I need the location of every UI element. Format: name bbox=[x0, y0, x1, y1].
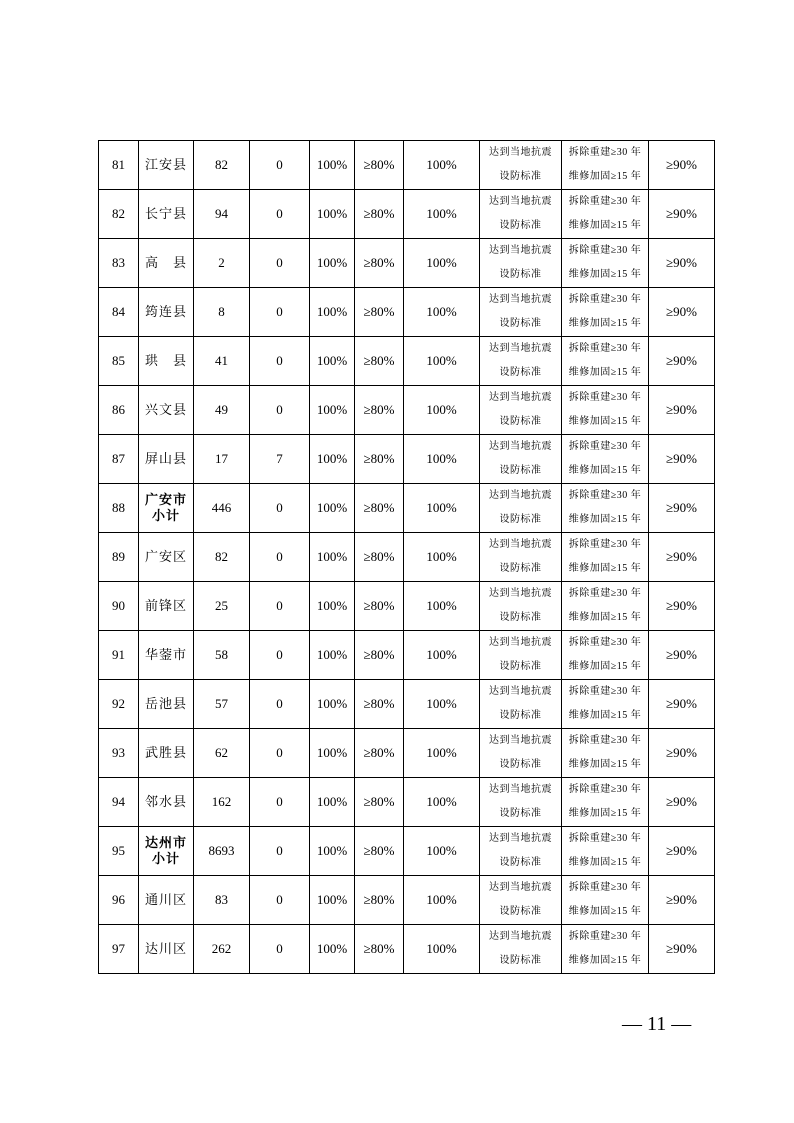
row-number-cell: 94 bbox=[99, 778, 139, 827]
percent-cell: 100% bbox=[310, 288, 355, 337]
table-row bbox=[99, 680, 715, 729]
service-life-cell bbox=[562, 729, 649, 778]
seismic-standard-cell bbox=[480, 239, 562, 288]
second-count-cell: 7 bbox=[250, 435, 310, 484]
count-cell: 162 bbox=[194, 778, 250, 827]
table-row bbox=[99, 484, 715, 533]
table-row bbox=[99, 337, 715, 386]
table-row bbox=[99, 631, 715, 680]
threshold-cell: ≥80% bbox=[355, 582, 404, 631]
rate-cell: 100% bbox=[404, 925, 480, 974]
service-life-line-2: 维修加固≥15 年 bbox=[568, 220, 642, 231]
percent-cell: 100% bbox=[310, 533, 355, 582]
seismic-standard-line-1: 达到当地抗震 bbox=[489, 490, 552, 501]
seismic-standard-line-1: 达到当地抗震 bbox=[489, 441, 552, 452]
service-life-line-1: 拆除重建≥30 年 bbox=[568, 931, 642, 942]
service-life-line-2: 维修加固≥15 年 bbox=[568, 269, 642, 280]
seismic-standard-line-2: 设防标准 bbox=[499, 269, 542, 280]
seismic-standard-cell bbox=[480, 288, 562, 337]
percent-cell: 100% bbox=[310, 582, 355, 631]
service-life-line-2: 维修加固≥15 年 bbox=[568, 710, 642, 721]
count-cell: 17 bbox=[194, 435, 250, 484]
percent-cell: 100% bbox=[310, 239, 355, 288]
threshold-cell: ≥80% bbox=[355, 386, 404, 435]
service-life-cell bbox=[562, 827, 649, 876]
second-count-cell: 0 bbox=[250, 484, 310, 533]
service-life-line-1: 拆除重建≥30 年 bbox=[568, 735, 642, 746]
rate-cell: 100% bbox=[404, 680, 480, 729]
row-number-cell: 89 bbox=[99, 533, 139, 582]
table-row bbox=[99, 778, 715, 827]
percent-cell: 100% bbox=[310, 778, 355, 827]
region-name-cell: 华蓥市 bbox=[139, 631, 194, 680]
seismic-standard-cell bbox=[480, 533, 562, 582]
row-number-cell: 97 bbox=[99, 925, 139, 974]
service-life-cell bbox=[562, 631, 649, 680]
threshold-cell: ≥80% bbox=[355, 680, 404, 729]
table-row bbox=[99, 729, 715, 778]
seismic-standard-cell bbox=[480, 631, 562, 680]
target-rate-cell: ≥90% bbox=[649, 337, 715, 386]
service-life-cell bbox=[562, 582, 649, 631]
percent-cell: 100% bbox=[310, 435, 355, 484]
rate-cell: 100% bbox=[404, 533, 480, 582]
region-name-cell: 屏山县 bbox=[139, 435, 194, 484]
percent-cell: 100% bbox=[310, 190, 355, 239]
threshold-cell: ≥80% bbox=[355, 729, 404, 778]
service-life-line-1: 拆除重建≥30 年 bbox=[568, 245, 642, 256]
service-life-line-1: 拆除重建≥30 年 bbox=[568, 833, 642, 844]
region-name-cell: 通川区 bbox=[139, 876, 194, 925]
threshold-cell: ≥80% bbox=[355, 827, 404, 876]
count-cell: 2 bbox=[194, 239, 250, 288]
percent-cell: 100% bbox=[310, 729, 355, 778]
percent-cell: 100% bbox=[310, 631, 355, 680]
rate-cell: 100% bbox=[404, 778, 480, 827]
service-life-line-1: 拆除重建≥30 年 bbox=[568, 343, 642, 354]
service-life-cell bbox=[562, 435, 649, 484]
seismic-standard-cell bbox=[480, 729, 562, 778]
region-name-cell: 江安县 bbox=[139, 141, 194, 190]
target-rate-cell: ≥90% bbox=[649, 582, 715, 631]
second-count-cell: 0 bbox=[250, 239, 310, 288]
seismic-standard-cell bbox=[480, 876, 562, 925]
service-life-line-2: 维修加固≥15 年 bbox=[568, 318, 642, 329]
count-cell: 262 bbox=[194, 925, 250, 974]
service-life-line-2: 维修加固≥15 年 bbox=[568, 759, 642, 770]
service-life-line-1: 拆除重建≥30 年 bbox=[568, 490, 642, 501]
target-rate-cell: ≥90% bbox=[649, 484, 715, 533]
seismic-standard-line-1: 达到当地抗震 bbox=[489, 294, 552, 305]
service-life-cell bbox=[562, 925, 649, 974]
seismic-standard-cell bbox=[480, 190, 562, 239]
row-number-cell: 87 bbox=[99, 435, 139, 484]
target-rate-cell: ≥90% bbox=[649, 190, 715, 239]
row-number-cell: 93 bbox=[99, 729, 139, 778]
seismic-standard-line-2: 设防标准 bbox=[499, 220, 542, 231]
service-life-cell bbox=[562, 141, 649, 190]
seismic-standard-line-1: 达到当地抗震 bbox=[489, 833, 552, 844]
table-row bbox=[99, 386, 715, 435]
rate-cell: 100% bbox=[404, 582, 480, 631]
rate-cell: 100% bbox=[404, 435, 480, 484]
table-row bbox=[99, 435, 715, 484]
seismic-standard-line-2: 设防标准 bbox=[499, 906, 542, 917]
region-name-cell: 高 县 bbox=[139, 239, 194, 288]
seismic-standard-cell bbox=[480, 778, 562, 827]
seismic-standard-line-2: 设防标准 bbox=[499, 367, 542, 378]
region-name-cell: 前锋区 bbox=[139, 582, 194, 631]
seismic-standard-line-1: 达到当地抗震 bbox=[489, 245, 552, 256]
service-life-line-2: 维修加固≥15 年 bbox=[568, 563, 642, 574]
count-cell: 8693 bbox=[194, 827, 250, 876]
seismic-standard-line-1: 达到当地抗震 bbox=[489, 588, 552, 599]
row-number-cell: 91 bbox=[99, 631, 139, 680]
table-row bbox=[99, 190, 715, 239]
seismic-standard-cell bbox=[480, 827, 562, 876]
target-rate-cell: ≥90% bbox=[649, 141, 715, 190]
region-name-cell: 珙 县 bbox=[139, 337, 194, 386]
service-life-line-1: 拆除重建≥30 年 bbox=[568, 196, 642, 207]
table-row bbox=[99, 141, 715, 190]
seismic-standard-line-1: 达到当地抗震 bbox=[489, 882, 552, 893]
seismic-standard-line-2: 设防标准 bbox=[499, 318, 542, 329]
rate-cell: 100% bbox=[404, 876, 480, 925]
region-name-cell: 广安区 bbox=[139, 533, 194, 582]
rate-cell: 100% bbox=[404, 190, 480, 239]
service-life-line-1: 拆除重建≥30 年 bbox=[568, 588, 642, 599]
seismic-standard-line-1: 达到当地抗震 bbox=[489, 343, 552, 354]
count-cell: 41 bbox=[194, 337, 250, 386]
rate-cell: 100% bbox=[404, 239, 480, 288]
threshold-cell: ≥80% bbox=[355, 484, 404, 533]
rate-cell: 100% bbox=[404, 631, 480, 680]
data-table bbox=[98, 140, 715, 974]
percent-cell: 100% bbox=[310, 827, 355, 876]
threshold-cell: ≥80% bbox=[355, 533, 404, 582]
rate-cell: 100% bbox=[404, 386, 480, 435]
seismic-standard-line-2: 设防标准 bbox=[499, 465, 542, 476]
seismic-standard-line-2: 设防标准 bbox=[499, 514, 542, 525]
row-number-cell: 84 bbox=[99, 288, 139, 337]
service-life-line-1: 拆除重建≥30 年 bbox=[568, 882, 642, 893]
service-life-line-2: 维修加固≥15 年 bbox=[568, 367, 642, 378]
service-life-line-1: 拆除重建≥30 年 bbox=[568, 441, 642, 452]
service-life-line-1: 拆除重建≥30 年 bbox=[568, 686, 642, 697]
rate-cell: 100% bbox=[404, 729, 480, 778]
seismic-standard-cell bbox=[480, 582, 562, 631]
service-life-cell bbox=[562, 680, 649, 729]
target-rate-cell: ≥90% bbox=[649, 827, 715, 876]
count-cell: 8 bbox=[194, 288, 250, 337]
table-row bbox=[99, 582, 715, 631]
seismic-standard-cell bbox=[480, 680, 562, 729]
seismic-standard-line-1: 达到当地抗震 bbox=[489, 637, 552, 648]
second-count-cell: 0 bbox=[250, 680, 310, 729]
service-life-line-1: 拆除重建≥30 年 bbox=[568, 784, 642, 795]
threshold-cell: ≥80% bbox=[355, 435, 404, 484]
service-life-cell bbox=[562, 876, 649, 925]
count-cell: 94 bbox=[194, 190, 250, 239]
seismic-standard-line-1: 达到当地抗震 bbox=[489, 539, 552, 550]
seismic-standard-line-1: 达到当地抗震 bbox=[489, 686, 552, 697]
service-life-cell bbox=[562, 337, 649, 386]
percent-cell: 100% bbox=[310, 141, 355, 190]
seismic-standard-cell bbox=[480, 386, 562, 435]
seismic-standard-line-2: 设防标准 bbox=[499, 759, 542, 770]
service-life-cell bbox=[562, 484, 649, 533]
seismic-standard-line-2: 设防标准 bbox=[499, 857, 542, 868]
service-life-line-2: 维修加固≥15 年 bbox=[568, 955, 642, 966]
second-count-cell: 0 bbox=[250, 533, 310, 582]
percent-cell: 100% bbox=[310, 484, 355, 533]
table-row bbox=[99, 239, 715, 288]
row-number-cell: 96 bbox=[99, 876, 139, 925]
target-rate-cell: ≥90% bbox=[649, 435, 715, 484]
service-life-line-2: 维修加固≥15 年 bbox=[568, 416, 642, 427]
second-count-cell: 0 bbox=[250, 288, 310, 337]
rate-cell: 100% bbox=[404, 337, 480, 386]
row-number-cell: 86 bbox=[99, 386, 139, 435]
service-life-line-2: 维修加固≥15 年 bbox=[568, 171, 642, 182]
row-number-cell: 92 bbox=[99, 680, 139, 729]
rate-cell: 100% bbox=[404, 141, 480, 190]
service-life-cell bbox=[562, 778, 649, 827]
region-name-cell: 长宁县 bbox=[139, 190, 194, 239]
percent-cell: 100% bbox=[310, 876, 355, 925]
seismic-standard-line-1: 达到当地抗震 bbox=[489, 147, 552, 158]
seismic-standard-line-1: 达到当地抗震 bbox=[489, 784, 552, 795]
seismic-standard-line-2: 设防标准 bbox=[499, 563, 542, 574]
seismic-standard-line-1: 达到当地抗震 bbox=[489, 931, 552, 942]
second-count-cell: 0 bbox=[250, 190, 310, 239]
threshold-cell: ≥80% bbox=[355, 190, 404, 239]
count-cell: 25 bbox=[194, 582, 250, 631]
service-life-line-1: 拆除重建≥30 年 bbox=[568, 294, 642, 305]
seismic-standard-line-2: 设防标准 bbox=[499, 955, 542, 966]
second-count-cell: 0 bbox=[250, 827, 310, 876]
table-row bbox=[99, 827, 715, 876]
service-life-line-2: 维修加固≥15 年 bbox=[568, 857, 642, 868]
second-count-cell: 0 bbox=[250, 778, 310, 827]
region-name-cell: 岳池县 bbox=[139, 680, 194, 729]
seismic-standard-cell bbox=[480, 435, 562, 484]
seismic-standard-line-1: 达到当地抗震 bbox=[489, 735, 552, 746]
threshold-cell: ≥80% bbox=[355, 876, 404, 925]
second-count-cell: 0 bbox=[250, 631, 310, 680]
service-life-cell bbox=[562, 533, 649, 582]
target-rate-cell: ≥90% bbox=[649, 876, 715, 925]
second-count-cell: 0 bbox=[250, 337, 310, 386]
second-count-cell: 0 bbox=[250, 729, 310, 778]
threshold-cell: ≥80% bbox=[355, 631, 404, 680]
count-cell: 83 bbox=[194, 876, 250, 925]
seismic-standard-cell bbox=[480, 141, 562, 190]
row-number-cell: 83 bbox=[99, 239, 139, 288]
seismic-standard-cell bbox=[480, 484, 562, 533]
region-name-cell: 武胜县 bbox=[139, 729, 194, 778]
second-count-cell: 0 bbox=[250, 141, 310, 190]
seismic-standard-line-2: 设防标准 bbox=[499, 171, 542, 182]
target-rate-cell: ≥90% bbox=[649, 778, 715, 827]
service-life-line-2: 维修加固≥15 年 bbox=[568, 612, 642, 623]
service-life-line-1: 拆除重建≥30 年 bbox=[568, 392, 642, 403]
seismic-standard-line-2: 设防标准 bbox=[499, 416, 542, 427]
target-rate-cell: ≥90% bbox=[649, 288, 715, 337]
target-rate-cell: ≥90% bbox=[649, 533, 715, 582]
threshold-cell: ≥80% bbox=[355, 925, 404, 974]
row-number-cell: 90 bbox=[99, 582, 139, 631]
seismic-standard-cell bbox=[480, 925, 562, 974]
row-number-cell: 95 bbox=[99, 827, 139, 876]
target-rate-cell: ≥90% bbox=[649, 925, 715, 974]
seismic-standard-line-2: 设防标准 bbox=[499, 808, 542, 819]
seismic-standard-line-1: 达到当地抗震 bbox=[489, 392, 552, 403]
row-number-cell: 85 bbox=[99, 337, 139, 386]
count-cell: 49 bbox=[194, 386, 250, 435]
seismic-standard-line-2: 设防标准 bbox=[499, 612, 542, 623]
percent-cell: 100% bbox=[310, 680, 355, 729]
rate-cell: 100% bbox=[404, 288, 480, 337]
second-count-cell: 0 bbox=[250, 386, 310, 435]
table-row bbox=[99, 876, 715, 925]
service-life-line-1: 拆除重建≥30 年 bbox=[568, 637, 642, 648]
service-life-line-2: 维修加固≥15 年 bbox=[568, 514, 642, 525]
count-cell: 58 bbox=[194, 631, 250, 680]
seismic-standard-line-2: 设防标准 bbox=[499, 710, 542, 721]
count-cell: 82 bbox=[194, 141, 250, 190]
percent-cell: 100% bbox=[310, 337, 355, 386]
region-name-cell: 广安市小计 bbox=[139, 484, 194, 533]
percent-cell: 100% bbox=[310, 925, 355, 974]
service-life-line-2: 维修加固≥15 年 bbox=[568, 661, 642, 672]
seismic-standard-line-2: 设防标准 bbox=[499, 661, 542, 672]
seismic-standard-cell bbox=[480, 337, 562, 386]
service-life-line-1: 拆除重建≥30 年 bbox=[568, 147, 642, 158]
threshold-cell: ≥80% bbox=[355, 288, 404, 337]
service-life-cell bbox=[562, 288, 649, 337]
region-name-cell: 达州市小计 bbox=[139, 827, 194, 876]
service-life-line-2: 维修加固≥15 年 bbox=[568, 808, 642, 819]
region-name-cell: 邻水县 bbox=[139, 778, 194, 827]
target-rate-cell: ≥90% bbox=[649, 386, 715, 435]
row-number-cell: 81 bbox=[99, 141, 139, 190]
table-row bbox=[99, 533, 715, 582]
region-name-cell: 筠连县 bbox=[139, 288, 194, 337]
target-rate-cell: ≥90% bbox=[649, 729, 715, 778]
percent-cell: 100% bbox=[310, 386, 355, 435]
service-life-cell bbox=[562, 190, 649, 239]
table-row bbox=[99, 288, 715, 337]
service-life-line-2: 维修加固≥15 年 bbox=[568, 465, 642, 476]
threshold-cell: ≥80% bbox=[355, 141, 404, 190]
region-name-cell: 达川区 bbox=[139, 925, 194, 974]
threshold-cell: ≥80% bbox=[355, 239, 404, 288]
row-number-cell: 88 bbox=[99, 484, 139, 533]
rate-cell: 100% bbox=[404, 827, 480, 876]
second-count-cell: 0 bbox=[250, 876, 310, 925]
threshold-cell: ≥80% bbox=[355, 778, 404, 827]
service-life-cell bbox=[562, 386, 649, 435]
table-row bbox=[99, 925, 715, 974]
table-body bbox=[99, 141, 715, 974]
page-number: — 11 — bbox=[622, 1013, 692, 1035]
threshold-cell: ≥80% bbox=[355, 337, 404, 386]
second-count-cell: 0 bbox=[250, 925, 310, 974]
second-count-cell: 0 bbox=[250, 582, 310, 631]
service-life-cell bbox=[562, 239, 649, 288]
rate-cell: 100% bbox=[404, 484, 480, 533]
service-life-line-2: 维修加固≥15 年 bbox=[568, 906, 642, 917]
count-cell: 446 bbox=[194, 484, 250, 533]
target-rate-cell: ≥90% bbox=[649, 680, 715, 729]
count-cell: 57 bbox=[194, 680, 250, 729]
count-cell: 82 bbox=[194, 533, 250, 582]
target-rate-cell: ≥90% bbox=[649, 631, 715, 680]
seismic-standard-line-1: 达到当地抗震 bbox=[489, 196, 552, 207]
row-number-cell: 82 bbox=[99, 190, 139, 239]
service-life-line-1: 拆除重建≥30 年 bbox=[568, 539, 642, 550]
count-cell: 62 bbox=[194, 729, 250, 778]
target-rate-cell: ≥90% bbox=[649, 239, 715, 288]
region-name-cell: 兴文县 bbox=[139, 386, 194, 435]
